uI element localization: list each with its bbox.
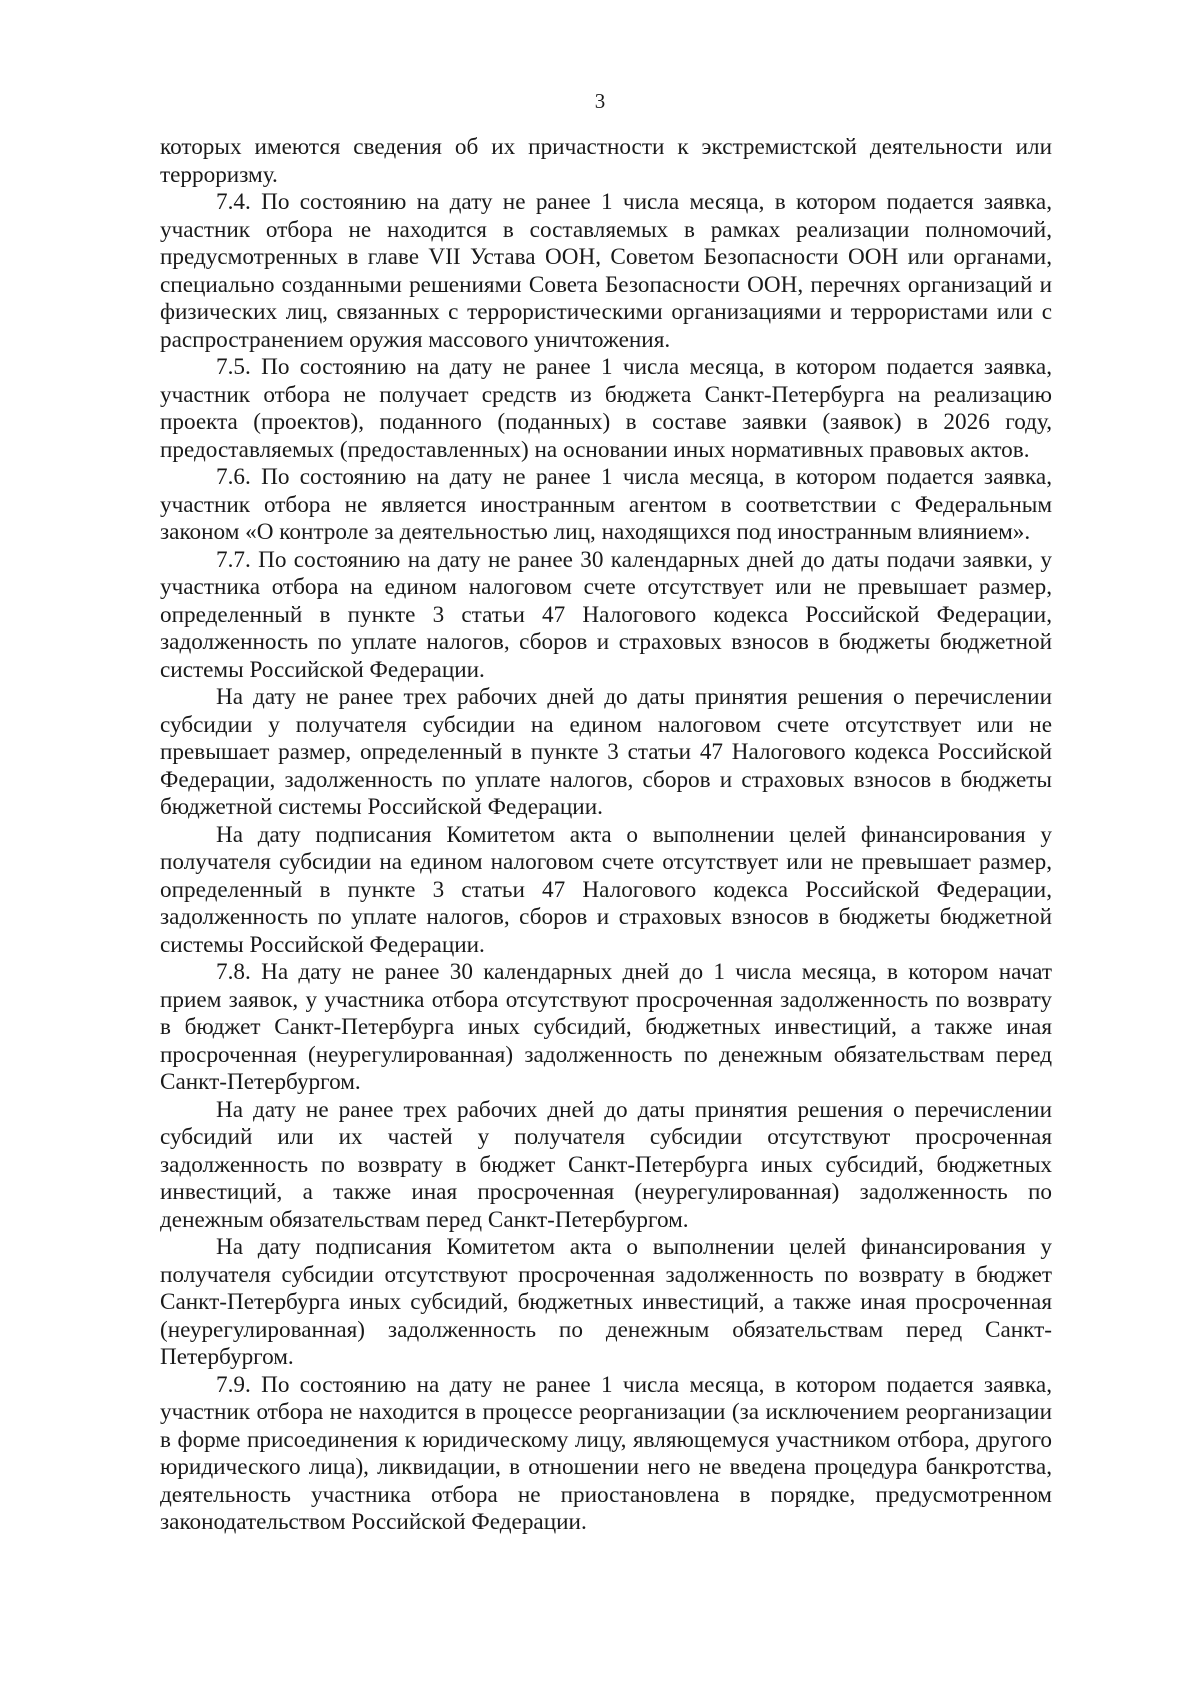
paragraph-7-7-part-3: На дату подписания Комитетом акта о выполнении целей финансирования у получателя субсидии на едином налоговом счете отсутствует или не превышает размер, определенный в пункте 3 статьи 47 Налогового кодекса Российской Федерации, задолженность по уплате налогов, сборов и страховых взносов в бюджеты бюджетной системы Российской Федерации. bbox=[160, 821, 1052, 958]
paragraph-7-5: 7.5. По состоянию на дату не ранее 1 числа месяца, в котором подается заявка, участник отбора не получает средств из бюджета Санкт-Петербурга на реализацию проекта (проектов), поданного (поданных) в составе заявки (заявок) в 2026 году, предоставляемых (предоставленных) на основании иных нормативных правовых актов. bbox=[160, 354, 1052, 463]
paragraph-7-8-part-2: На дату не ранее трех рабочих дней до даты принятия решения о перечислении субсидий или их частей у получателя субсидии отсутствуют просроченная задолженность по возврату в бюджет Санкт-Петербурга иных субсидий, бюджетных инвестиций, а также иная просроченная (неурегулированная) задолженность по денежным обязательствам перед Санкт-Петербургом. bbox=[160, 1096, 1052, 1233]
paragraph-7-8-part-3: На дату подписания Комитетом акта о выполнении целей финансирования у получателя субсидии отсутствуют просроченная задолженность по возврату в бюджет Санкт-Петербурга иных субсидий, бюджетных инвестиций, а также иная просроченная (неурегулированная) задолженность по денежным обязательствам перед Санкт-Петербургом. bbox=[160, 1234, 1052, 1370]
page-number: 3 bbox=[594, 89, 606, 113]
paragraph-7-4: 7.4. По состоянию на дату не ранее 1 числа месяца, в котором подается заявка, участник отбора не находится в составляемых в рамках реализации полномочий, предусмотренных в главе VII Устава ООН, Советом Безопасности ООН или органами, специально созданными решениями Совета Безопасности ООН, перечнях организаций и физических лиц, связанных с террористическими организациями и террористами или с распространением оружия массового уничтожения. bbox=[160, 189, 1052, 353]
paragraph-7-7: 7.7. По состоянию на дату не ранее 30 календарных дней до даты подачи заявки, у участника отбора на едином налоговом счете отсутствует или не превышает размер, определенный в пункте 3 статьи 47 Налогового кодекса Российской Федерации, задолженность по уплате налогов, сборов и страховых взносов в бюджеты бюджетной системы Российской Федерации. bbox=[160, 546, 1052, 683]
paragraph-7-9: 7.9. По состоянию на дату не ранее 1 числа месяца, в котором подается заявка, участник отбора не находится в процессе реорганизации (за исключением реорганизации в форме присоединения к юридическому лицу, являющемуся участником отбора, другого юридического лица), ликвидации, в отношении него не введена процедура банкротства, деятельность участника отбора не приостановлена в порядке, предусмотренном законодательством Российской Федерации. bbox=[160, 1371, 1052, 1535]
paragraph-7-7-part-2: На дату не ранее трех рабочих дней до даты принятия решения о перечислении субсидии у получателя субсидии на едином налоговом счете отсутствует или не превышает размер, определенный в пункте 3 статьи 47 Налогового кодекса Российской Федерации, задолженность по уплате налогов, сборов и страховых взносов в бюджеты бюджетной системы Российской Федерации. bbox=[160, 684, 1052, 820]
paragraph-7-6: 7.6. По состоянию на дату не ранее 1 числа месяца, в котором подается заявка, участник отбора не является иностранным агентом в соответствии с Федеральным законом «О контроле за деятельностью лиц, находящихся под иностранным влиянием». bbox=[160, 464, 1052, 545]
paragraph-7-8: 7.8. На дату не ранее 30 календарных дней до 1 числа месяца, в котором начат прием заявок, у участника отбора отсутствуют просроченная задолженность по возврату в бюджет Санкт-Петербурга иных субсидий, бюджетных инвестиций, а также иная просроченная (неурегулированная) задолженность по денежным обязательствам перед Санкт-Петербургом. bbox=[160, 959, 1052, 1095]
document-body bbox=[160, 134, 1052, 1537]
paragraph-continuation: которых имеются сведения об их причастности к экстремистской деятельности или терроризму. bbox=[160, 134, 1052, 188]
